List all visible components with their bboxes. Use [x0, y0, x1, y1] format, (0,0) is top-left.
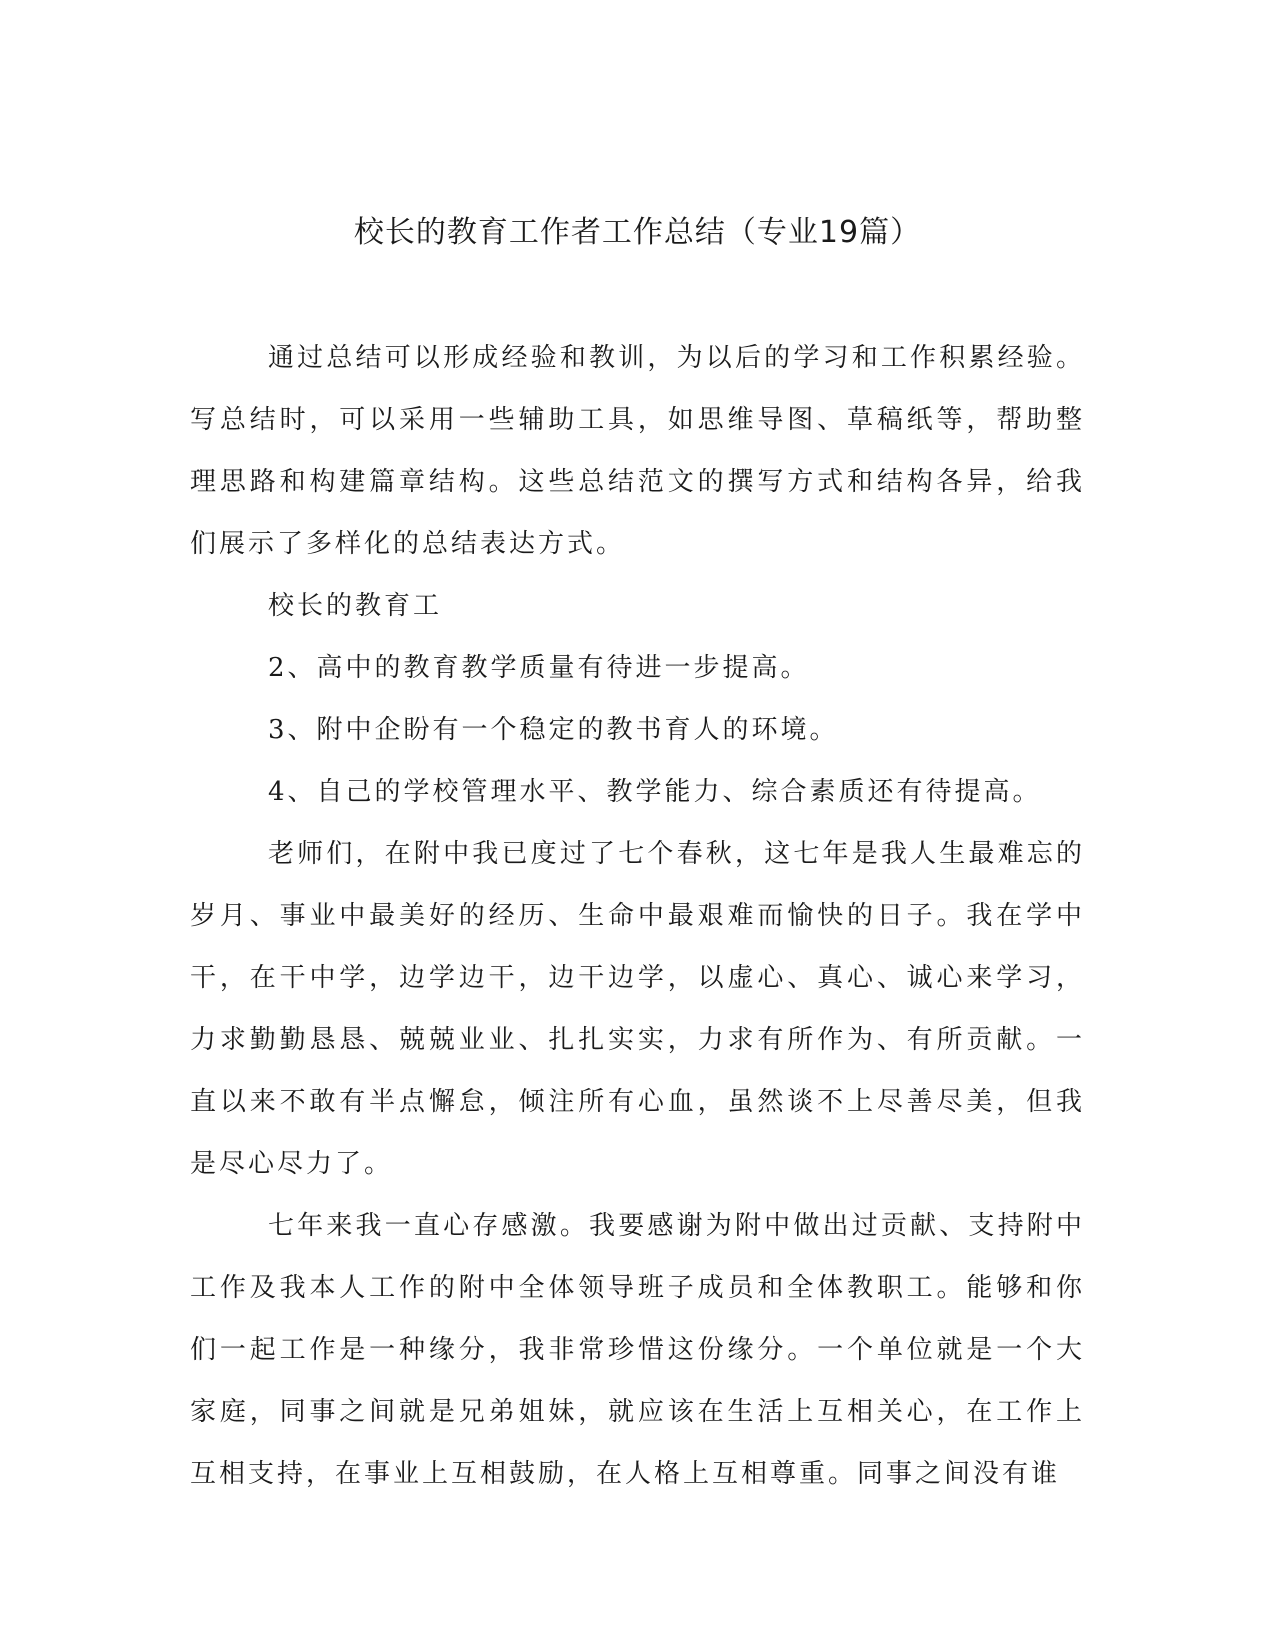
paragraph-subheading: 校长的教育工 — [268, 591, 443, 621]
document-title: 校长的教育工作者工作总结（专业19篇） — [353, 215, 922, 250]
paragraph-teachers: 老师们，在附中我已度过了七个春秋，这七年是我人生最难忘的岁月、事业中最美好的经历、生命中最艰难而愉快的日子。我在学中干，在干中学，边学边干，边干边学，以虚心、真心、诚心来学习，力求勤勤恳恳、兢兢业业、扎扎实实，力求有所作为、有所贡献。一直以来不敢有半点懈怠，倾注所有心血，虽然谈不上尽善尽美，但我是尽心尽力了。 — [190, 839, 1085, 1179]
document-body — [190, 327, 1085, 1505]
paragraph-intro: 通过总结可以形成经验和教训，为以后的学习和工作积累经验。写总结时，可以采用一些辅助工具，如思维导图、草稿纸等，帮助整理思路和构建篇章结构。这些总结范文的撰写方式和结构各异，给我们展示了多样化的总结表达方式。 — [190, 343, 1085, 559]
paragraph-gratitude: 七年来我一直心存感激。我要感谢为附中做出过贡献、支持附中工作及我本人工作的附中全体领导班子成员和全体教职工。能够和你们一起工作是一种缘分，我非常珍惜这份缘分。一个单位就是一个大家庭，同事之间就是兄弟姐妹，就应该在生活上互相关心，在工作上互相支持，在事业上互相鼓励，在人格上互相尊重。同事之间没有谁 — [190, 1211, 1085, 1489]
list-item-3: 3、附中企盼有一个稳定的教书育人的环境。 — [268, 715, 839, 745]
list-item-4: 4、自己的学校管理水平、教学能力、综合素质还有待提高。 — [268, 777, 1042, 807]
list-item-2: 2、高中的教育教学质量有待进一步提高。 — [268, 653, 810, 683]
